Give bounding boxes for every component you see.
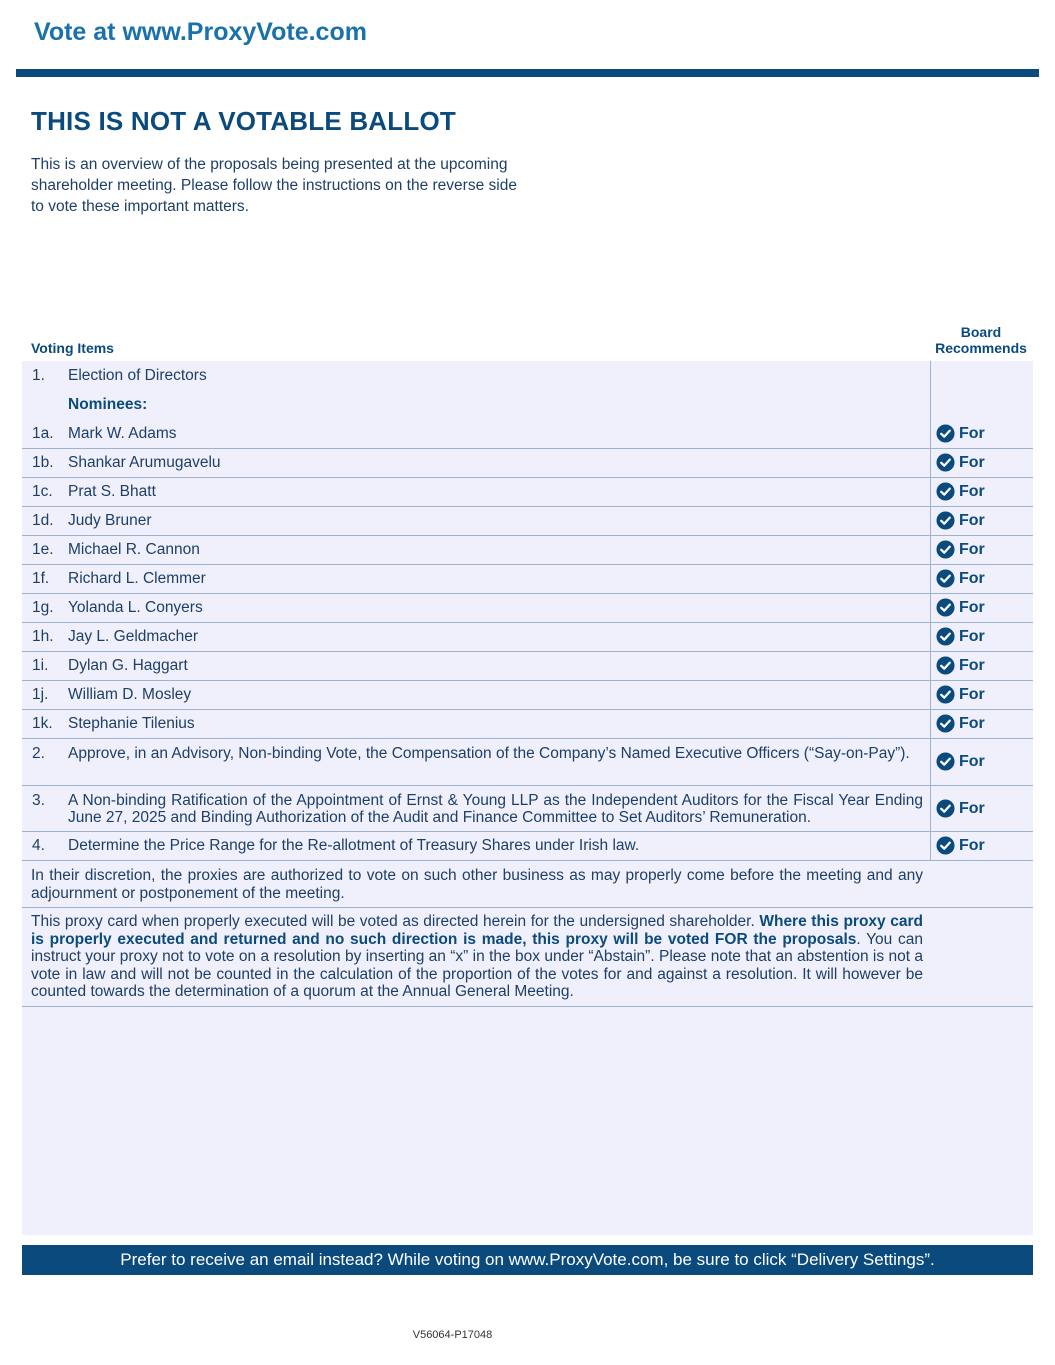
recommendation: [936, 511, 985, 530]
nominee-row: [22, 594, 1033, 623]
nominee-row: [22, 623, 1033, 652]
check-circle-icon: [936, 714, 955, 733]
nominee-name: Prat S. Bhatt: [68, 483, 156, 500]
recommendation: [936, 598, 985, 617]
recommendation-label: For: [959, 752, 985, 770]
nominee-number: 1d.: [32, 512, 54, 529]
check-circle-icon: [936, 540, 955, 559]
discretion-note: In their discretion, the proxies are authorized to vote on such other business as may properly come before the meeting and any adjournment or postponement of the meeting.: [31, 867, 923, 902]
nominee-row: [22, 449, 1033, 478]
recommendation: [936, 569, 985, 588]
recommendation: [936, 685, 985, 704]
proxy-note-part1: This proxy card when properly executed will be voted as directed herein for the undersigned shareholder.: [31, 913, 760, 930]
nominee-number: 1b.: [32, 454, 54, 471]
nominee-row: [22, 681, 1033, 710]
check-circle-icon: [936, 799, 955, 818]
nominee-number: 1j.: [32, 686, 49, 703]
recommendation-label: For: [959, 598, 985, 616]
check-circle-icon: [936, 424, 955, 443]
check-circle-icon: [936, 685, 955, 704]
email-delivery-banner: [22, 1245, 1033, 1275]
nominee-number: 1k.: [32, 715, 53, 732]
nominee-row: [22, 478, 1033, 507]
election-row: [22, 361, 1033, 390]
nominee-name: Dylan G. Haggart: [68, 657, 188, 674]
proposal-row: [22, 786, 1033, 832]
nominee-number: 1i.: [32, 657, 49, 674]
recommendation-label: For: [959, 799, 985, 817]
proposal-row: [22, 739, 1033, 786]
voting-items-header: Voting Items: [31, 340, 114, 356]
nominee-name: Michael R. Cannon: [68, 541, 200, 558]
proposal-text: Determine the Price Range for the Re-allotment of Treasury Shares under Irish law.: [68, 837, 640, 854]
nominee-name: Stephanie Tilenius: [68, 715, 195, 732]
recommendation: [936, 656, 985, 675]
recommendation: [936, 453, 985, 472]
nominee-name: Judy Bruner: [68, 512, 152, 529]
recommendation: [936, 482, 985, 501]
check-circle-icon: [936, 836, 955, 855]
proposal-number: 2.: [32, 745, 45, 762]
proposal-number: 3.: [32, 792, 45, 809]
recommendation: [936, 836, 985, 855]
recommendation: [936, 627, 985, 646]
recommendation-label: For: [959, 511, 985, 529]
item-label: Election of Directors: [68, 367, 207, 384]
recommendation-label: For: [959, 685, 985, 703]
recommendation-label: For: [959, 656, 985, 674]
nominees-label: Nominees:: [68, 396, 148, 413]
recommendation-label: For: [959, 424, 985, 442]
recommendation: [936, 424, 985, 443]
nominee-row: [22, 536, 1033, 565]
check-circle-icon: [936, 752, 955, 771]
board-header-line1: Board: [960, 324, 1002, 340]
recommendation: [936, 714, 985, 733]
recommendation-label: For: [959, 569, 985, 587]
check-circle-icon: [936, 511, 955, 530]
nominee-name: Jay L. Geldmacher: [68, 628, 199, 645]
recommendation-label: For: [959, 627, 985, 645]
check-circle-icon: [936, 569, 955, 588]
nominee-name: Yolanda L. Conyers: [68, 599, 203, 616]
header-rule: [16, 69, 1039, 77]
recommendation-label: For: [959, 482, 985, 500]
proposal-text: A Non-binding Ratification of the Appointment of Ernst & Young LLP as the Independent Auditors for the Fiscal Year Ending June 27, 2025 and Binding Authorization of the Audit and Finance Committee to Set Auditors’ Remuneration.: [68, 792, 923, 826]
nominee-row: [22, 565, 1033, 594]
proxy-note-part2: . You can instruct your proxy not to vote on a resolution by inserting an “x” in the box under “Abstain”. Please note that an abstention is not a vote in law and will not be counted in the calculation of the proportion of the votes for and against a resolution. It will however be counted towards the determination of a quorum at the Annual General Meeting.: [31, 930, 923, 1000]
nominee-row: [22, 419, 1033, 449]
nominee-name: William D. Mosley: [68, 686, 192, 703]
nominee-number: 1c.: [32, 483, 53, 500]
recommendation-label: For: [959, 540, 985, 558]
check-circle-icon: [936, 627, 955, 646]
check-circle-icon: [936, 656, 955, 675]
nominee-name: Mark W. Adams: [68, 425, 177, 442]
nominee-number: 1h.: [32, 628, 54, 645]
nominees-row: [22, 390, 1033, 419]
nominee-number: 1f.: [32, 570, 50, 587]
recommendation: [936, 540, 985, 559]
recommendation-label: For: [959, 453, 985, 471]
recommendation-label: For: [959, 714, 985, 732]
proposal-number: 4.: [32, 837, 45, 854]
intro-text: This is an overview of the proposals being presented at the upcoming shareholder meeting. Please follow the instructions on the reverse side to vote these important matters.: [31, 156, 517, 215]
document-code: V56064-P17048: [412, 1329, 493, 1341]
recommendation: [936, 752, 985, 771]
recommendation: [936, 799, 985, 818]
board-header-line2: Recommends: [935, 340, 1027, 356]
check-circle-icon: [936, 482, 955, 501]
nominee-number: 1a.: [32, 425, 54, 442]
nominee-row: [22, 652, 1033, 681]
nominee-number: 1e.: [32, 541, 54, 558]
check-circle-icon: [936, 453, 955, 472]
nominee-row: [22, 507, 1033, 536]
proxy-note-bold: Where this proxy card is properly executed and returned and no such direction is made, this proxy will be voted FOR the proposals: [31, 913, 924, 948]
email-delivery-text: Prefer to receive an email instead? While voting on www.ProxyVote.com, be sure to click “Delivery Settings”.: [120, 1250, 935, 1269]
nominee-row: [22, 710, 1033, 739]
check-circle-icon: [936, 598, 955, 617]
nominee-number: 1g.: [32, 599, 54, 616]
item-number: 1.: [32, 367, 45, 384]
proposal-row: [22, 832, 1033, 861]
proposal-text: Approve, in an Advisory, Non-binding Vote, the Compensation of the Company’s Named Executive Officers (“Say-on-Pay”).: [68, 745, 910, 762]
proxyvote-link[interactable]: Vote at www.ProxyVote.com: [34, 18, 367, 46]
nominee-name: Richard L. Clemmer: [68, 570, 206, 587]
nominee-name: Shankar Arumugavelu: [68, 454, 221, 471]
recommendation-label: For: [959, 836, 985, 854]
proxy-note: [31, 913, 923, 1001]
board-recommends-header: [929, 324, 1033, 356]
page-title: THIS IS NOT A VOTABLE BALLOT: [31, 106, 456, 136]
